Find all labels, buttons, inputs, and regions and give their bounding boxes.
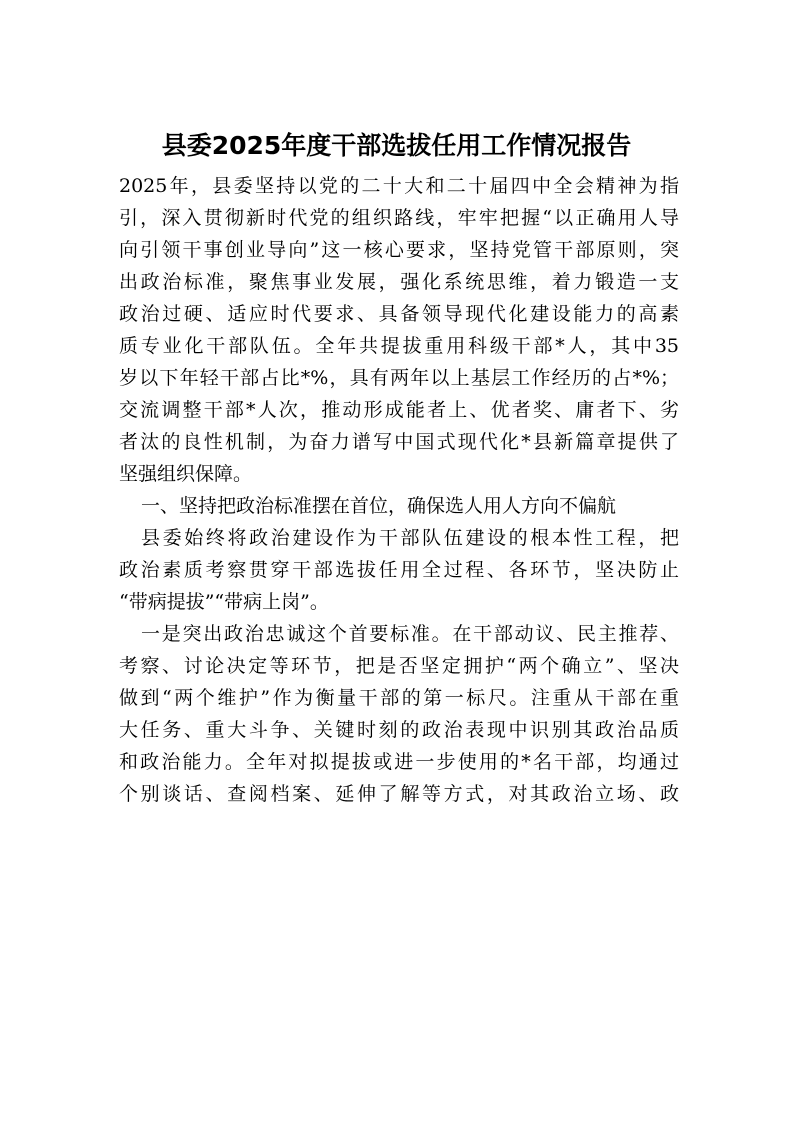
document-title: 县委2025年度干部选拔任用工作情况报告 [161,131,632,160]
paragraph-line: 县委始终将政治建设作为干部队伍建设的根本性工程，把 [141,527,679,549]
paragraph-line: 政治过硬、适应时代要求、具备领导现代化建设能力的高素 [119,303,679,325]
paragraph-line: 和政治能力。全年对拟提拔或进一步使用的*名干部，均通过 [119,751,679,773]
paragraph-line: 岁以下年轻干部占比*%，具有两年以上基层工作经历的占*%； [119,367,679,389]
paragraph-line: “带病提拔”“带病上岗”。 [119,591,329,613]
paragraph-line: 2025年，县委坚持以党的二十大和二十届四中全会精神为指 [119,175,679,197]
paragraph-line: 大任务、重大斗争、关键时刻的政治表现中识别其政治品质 [119,719,679,741]
section-heading: 一、坚持把政治标准摆在首位，确保选人用人方向不偏航 [141,495,617,517]
paragraph-line: 质专业化干部队伍。全年共提拔重用科级干部*人，其中35 [119,335,679,357]
paragraph-line: 做到“两个维护”作为衡量干部的第一标尺。注重从干部在重 [119,687,679,709]
paragraph-line: 交流调整干部*人次，推动形成能者上、优者奖、庸者下、劣 [119,399,679,421]
paragraph-line: 出政治标准，聚焦事业发展，强化系统思维，着力锻造一支 [119,271,679,293]
paragraph-line: 引，深入贯彻新时代党的组织路线，牢牢把握“以正确用人导 [119,207,679,229]
paragraph-line: 坚强组织保障。 [119,463,253,485]
paragraph-line: 政治素质考察贯穿干部选拔任用全过程、各环节，坚决防止 [119,559,679,581]
paragraph-line: 一是突出政治忠诚这个首要标准。在干部动议、民主推荐、 [141,623,679,645]
paragraph-line: 向引领干事创业导向”这一核心要求，坚持党管干部原则，突 [119,239,679,261]
paragraph-line: 考察、讨论决定等环节，把是否坚定拥护“两个确立”、坚决 [119,655,679,677]
paragraph-line: 者汰的良性机制，为奋力谱写中国式现代化*县新篇章提供了 [119,431,679,453]
paragraph-line: 个别谈话、查阅档案、延伸了解等方式，对其政治立场、政 [119,783,679,805]
